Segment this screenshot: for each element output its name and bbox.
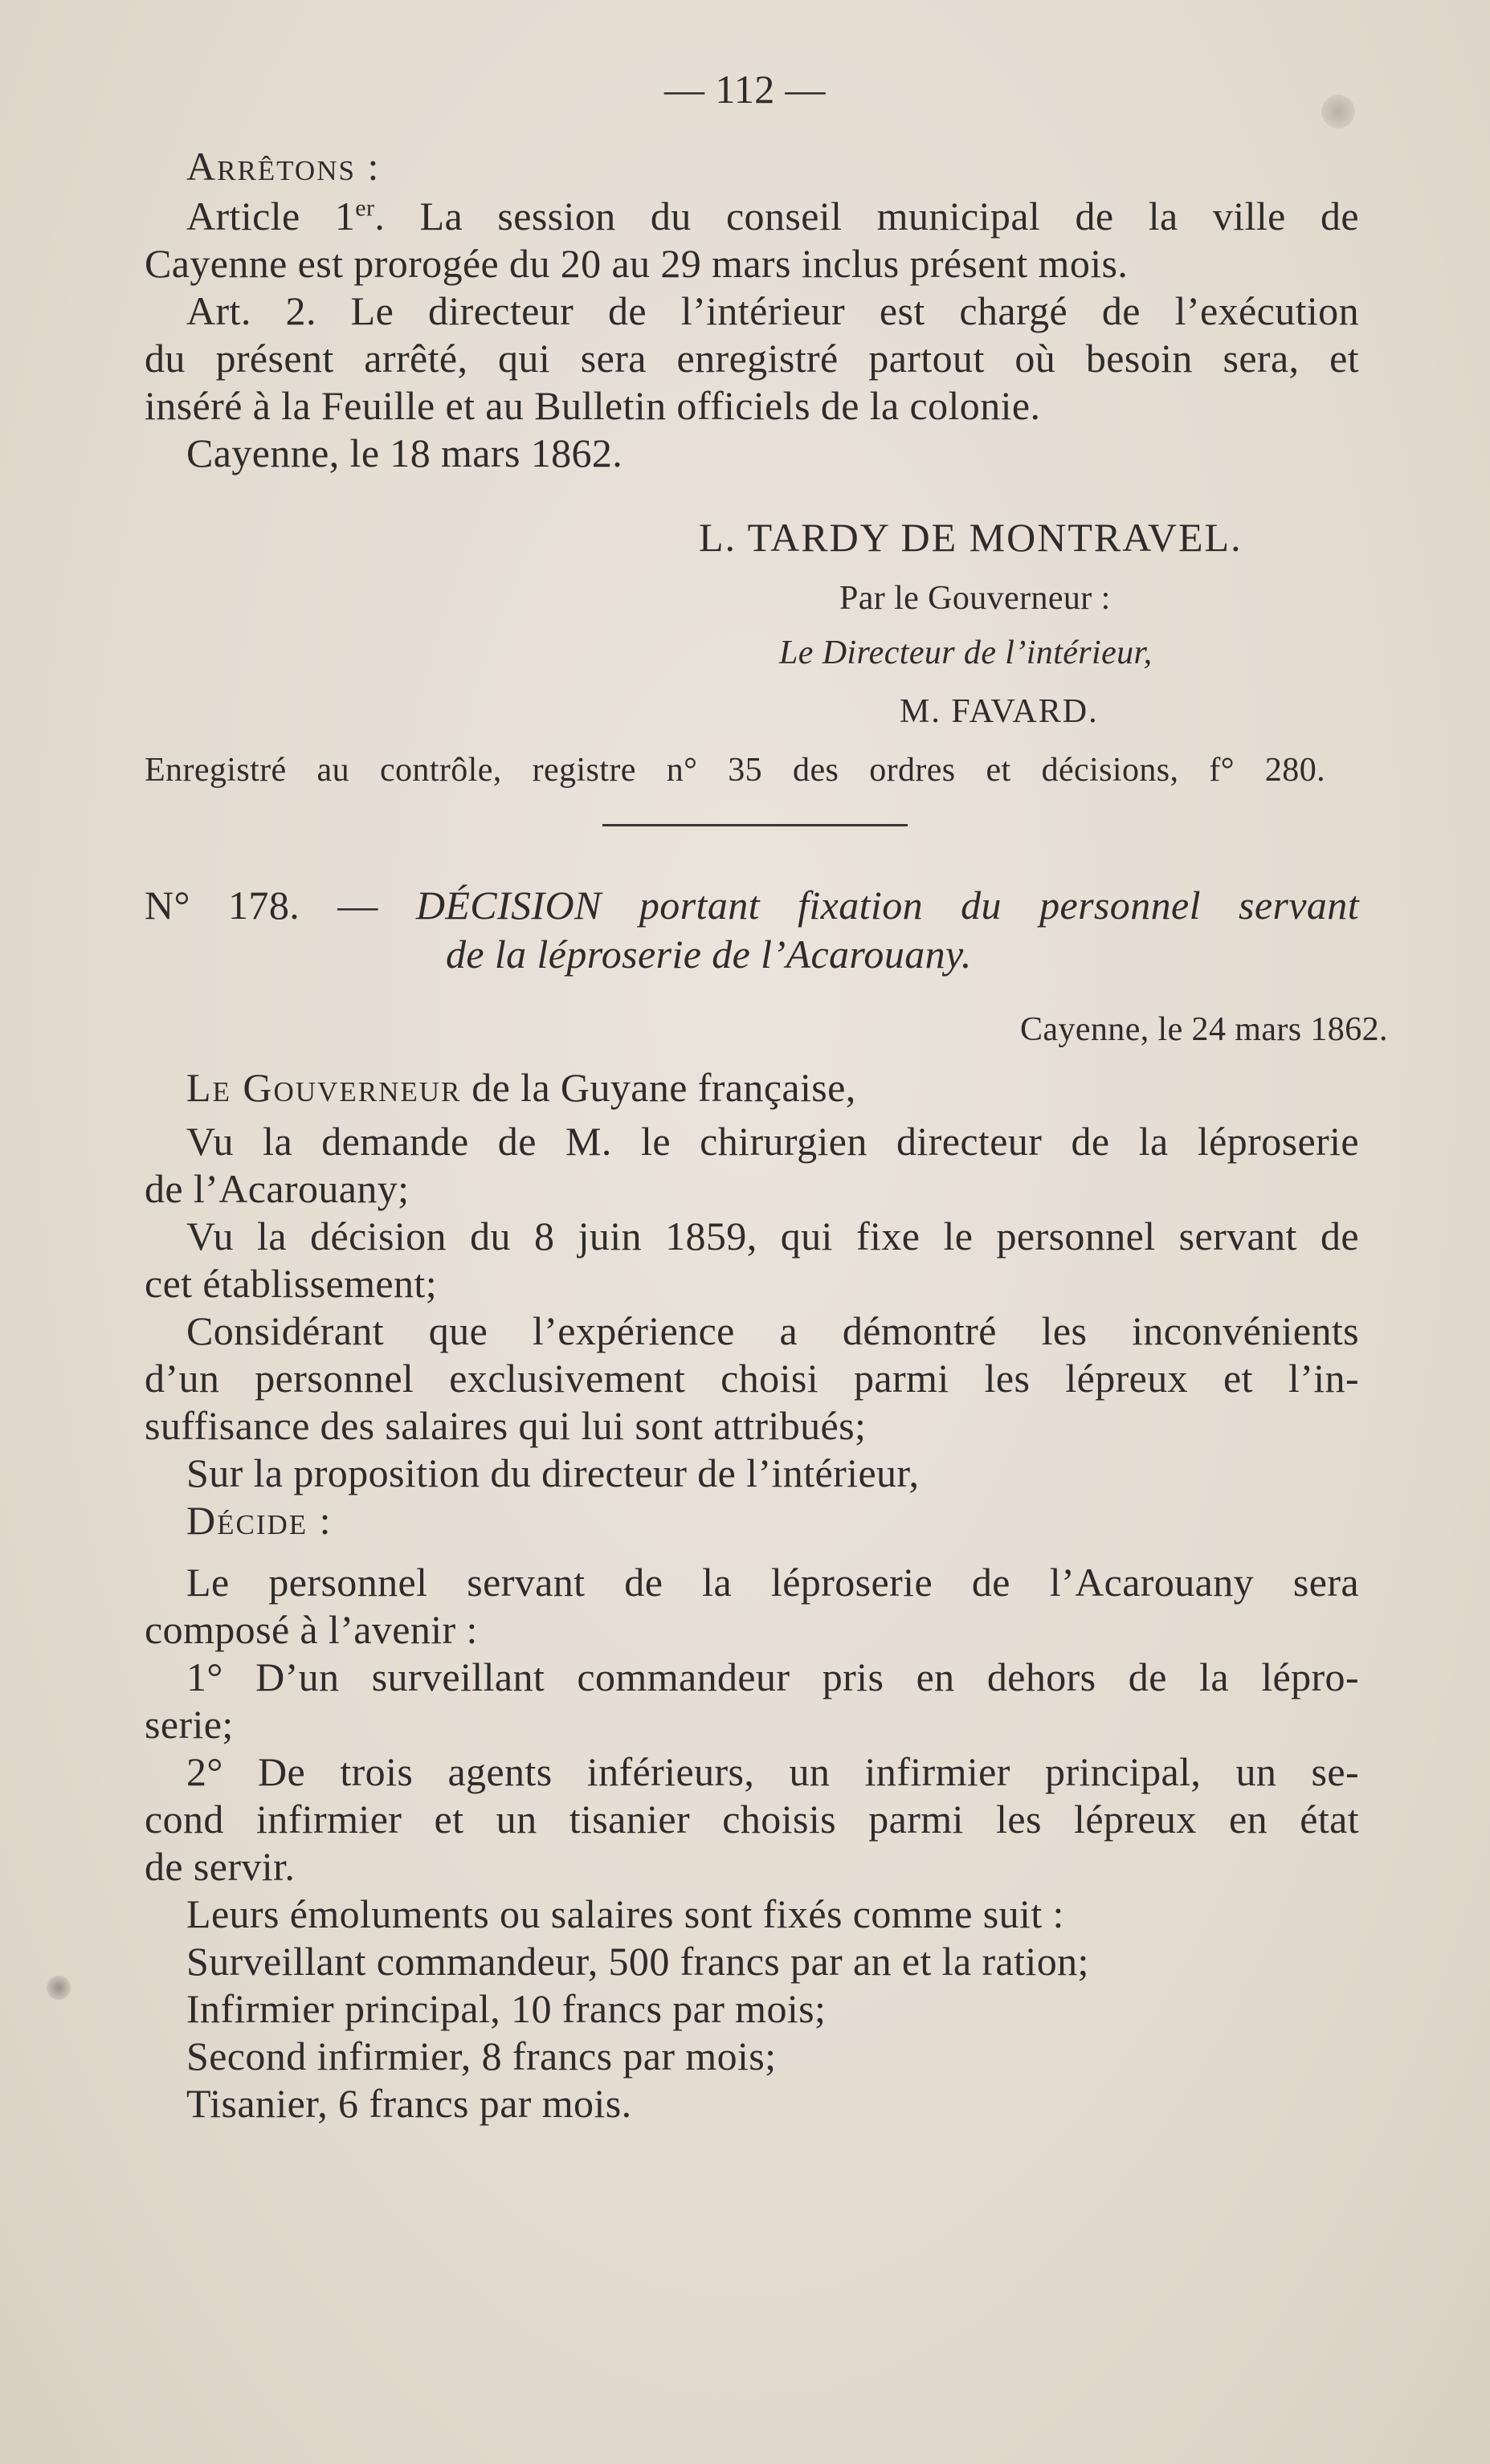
proposition-line: Sur la proposition du directeur de l’intérieur,	[186, 1450, 920, 1495]
governor-rest: de la Guyane française,	[461, 1065, 856, 1110]
article-2-line: inséré à la Feuille et au Bulletin officiels de la colonie.	[145, 383, 1041, 428]
vu-line: Vu la décision du 8 juin 1859, qui fixe le personnel servant de	[186, 1214, 1359, 1259]
vu-line: de l’Acarouany;	[145, 1166, 410, 1211]
registration-note: Enregistré au contrôle, registre n° 35 des ordres et décisions, f° 280.	[145, 752, 1325, 789]
section-divider	[602, 824, 908, 826]
considerant-line: suffisance des salaires qui lui sont attribués;	[145, 1403, 867, 1448]
decision-number: N° 178. —	[145, 883, 378, 928]
page-number: — 112 —	[664, 67, 826, 112]
emoluments-line: Leurs émoluments ou salaires sont fixés comme suit :	[186, 1891, 1064, 1936]
governor-line	[186, 1064, 1359, 1111]
paper-stain	[47, 1976, 71, 2000]
arretons-heading: Arrêtons :	[186, 144, 381, 189]
decision-title-line: de la léproserie de l’Acarouany.	[446, 932, 972, 977]
pay-line: Surveillant commandeur, 500 francs par an et la ration;	[186, 1939, 1089, 1984]
item-2-line: de servir.	[145, 1844, 296, 1889]
item-2-line: 2° De trois agents inférieurs, un infirmier principal, un se-	[186, 1749, 1359, 1794]
article-1-prefix: Article 1	[186, 194, 356, 239]
director-name: M. FAVARD.	[900, 693, 1099, 730]
place-date: Cayenne, le 24 mars 1862.	[1020, 1011, 1388, 1048]
item-1-line: 1° D’un surveillant commandeur pris en dehors de la lépro-	[186, 1654, 1359, 1699]
considerant-line: d’un personnel exclusivement choisi parmi les lépreux et l’in-	[145, 1356, 1359, 1401]
decide-heading: Décide :	[186, 1498, 333, 1543]
pay-line: Second infirmier, 8 francs par mois;	[186, 2034, 777, 2078]
item-1-line: serie;	[145, 1702, 234, 1747]
article-1-line	[186, 193, 1359, 239]
body-line: Le personnel servant de la léproserie de l’Acarouany sera	[186, 1560, 1359, 1605]
governor-title: Le Gouverneur	[186, 1065, 462, 1110]
vu-line: cet établissement;	[145, 1261, 438, 1306]
article-1-superscript: er	[355, 194, 375, 222]
pay-line: Infirmier principal, 10 francs par mois;	[186, 1986, 827, 2031]
item-2-line: cond infirmier et un tisanier choisis parmi les lépreux en état	[145, 1797, 1359, 1842]
article-1-line: Cayenne est prorogée du 20 au 29 mars inclus présent mois.	[145, 241, 1129, 286]
pay-line: Tisanier, 6 francs par mois.	[186, 2081, 632, 2126]
considerant-line: Considérant que l’expérience a démontré les inconvénients	[186, 1308, 1359, 1353]
article-2-line: du présent arrêté, qui sera enregistré partout où besoin sera, et	[145, 336, 1359, 381]
signature: L. TARDY DE MONTRAVEL.	[699, 515, 1243, 560]
vu-line: Vu la demande de M. le chirurgien directeur de la léproserie	[186, 1119, 1359, 1164]
body-line: composé à l’avenir :	[145, 1607, 478, 1652]
article-1-text: . La session du conseil municipal de la ville de	[374, 194, 1360, 239]
place-date: Cayenne, le 18 mars 1862.	[186, 430, 623, 475]
director-title: Le Directeur de l’intérieur,	[779, 634, 1153, 671]
article-2-line: Art. 2. Le directeur de l’intérieur est chargé de l’exécution	[186, 288, 1359, 333]
decision-title: DÉCISION portant fixation du personnel servant	[415, 883, 1359, 928]
decision-title-line	[145, 882, 1359, 928]
by-governor: Par le Gouverneur :	[839, 580, 1111, 617]
